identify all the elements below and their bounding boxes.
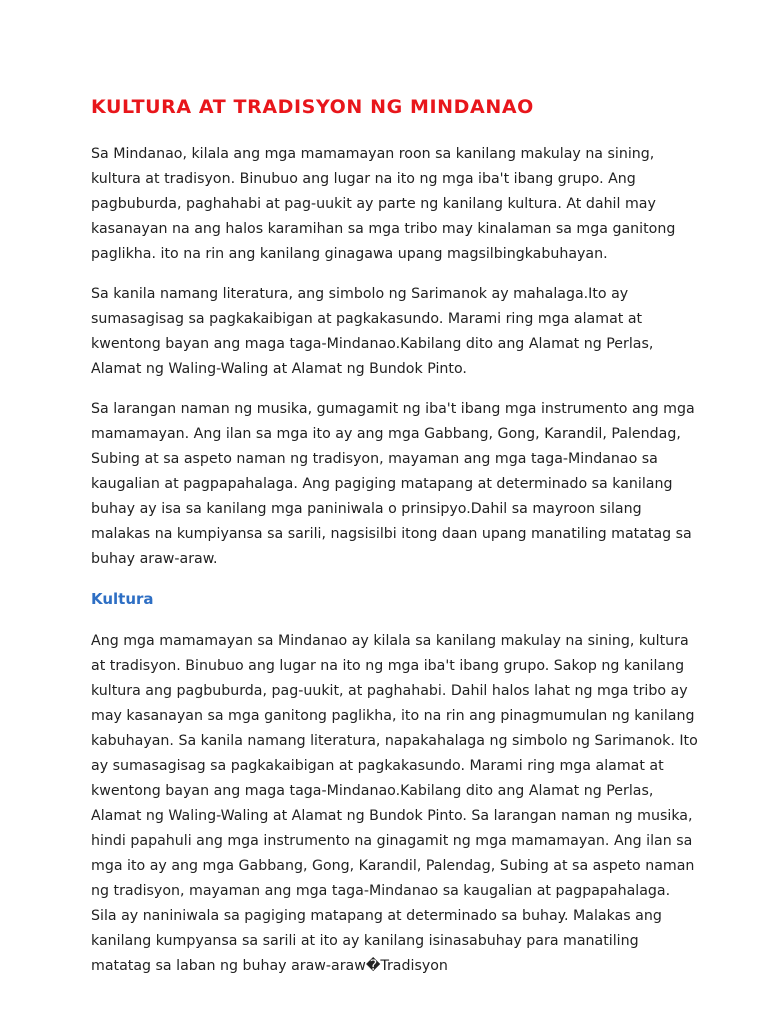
section-paragraph-kultura: Ang mga mamamayan sa Mindanao ay kilala sa kanilang makulay na sining, kultura at tradisyon. Binubuo ang lugar na ito ng mga iba't ibang grupo. Sakop ng kanilang kultura ang pagbuburda, pag-uukit, at paghahabi. Dahil halos lahat ng mga tribo ay may kasanayan sa mga ganitong paglikha, ito na rin ang pinagmumulan ng kanilang kabuhayan. Sa kanila namang literatura, napakahalaga ng simbolo ng Sarimanok. Ito ay sumasagisag sa pagkakaibigan at pagkakasundo. Marami ring mga alamat at kwentong bayan ang maga taga-Mindanao.Kabilang dito ang Alamat ng Perlas, Alamat ng Waling-Waling at Alamat ng Bundok Pinto. Sa larangan naman ng musika, hindi papahuli ang mga instrumento na ginagamit ng mga mamamayan. Ang ilan sa mga ito ay ang mga Gabbang, Gong, Karandil, Palendag, Subing at sa aspeto naman ng tradisyon, mayaman ang mga taga-Mindanao sa kaugalian at pagpapahalaga. Sila ay naniniwala sa pagiging matapang at determinado sa buhay. Malakas ang kanilang kumpyansa sa sarili at ito ay kanilang isinasabuhay para manatiling matatag sa laban ng buhay araw-araw�Tradisyon (91, 633, 698, 974)
intro-paragraph-1: Sa Mindanao, kilala ang mga mamamayan roon sa kanilang makulay na sining, kultura at tradisyon. Binubuo ang lugar na ito ng mga iba't ibang grupo. Ang pagbuburda, paghahabi at pag-uukit ay parte ng kanilang kultura. At dahil may kasanayan na ang halos karamihan sa mga tribo may kinalaman sa mga ganitong paglikha. ito na rin ang kanilang ginagawa upang magsilbingkabuhayan. (91, 146, 676, 262)
intro-paragraph-2: Sa kanila namang literatura, ang simbolo ng Sarimanok ay mahalaga.Ito ay sumasagisag sa pagkakaibigan at pagkakasundo. Marami ring mga alamat at kwentong bayan ang maga taga-Mindanao.Kabilang dito ang Alamat ng Perlas, Alamat ng Waling-Waling at Alamat ng Bundok Pinto. (91, 286, 654, 377)
section-heading-kultura: Kultura (91, 590, 154, 608)
document-title: KULTURA AT TRADISYON NG MINDANAO (91, 96, 534, 118)
intro-paragraph-3: Sa larangan naman ng musika, gumagamit ng iba't ibang mga instrumento ang mga mamamayan. Ang ilan sa mga ito ay ang mga Gabbang, Gong, Karandil, Palendag, Subing at sa aspeto naman ng tradisyon, mayaman ang mga taga-Mindanao sa kaugalian at pagpapahalaga. Ang pagiging matapang at determinado sa kanilang buhay ay isa sa kanilang mga paniniwala o prinsipyo.Dahil sa mayroon silang malakas na kumpiyansa sa sarili, nagsisilbi itong daan upang manatiling matatag sa buhay araw-araw. (91, 401, 695, 567)
